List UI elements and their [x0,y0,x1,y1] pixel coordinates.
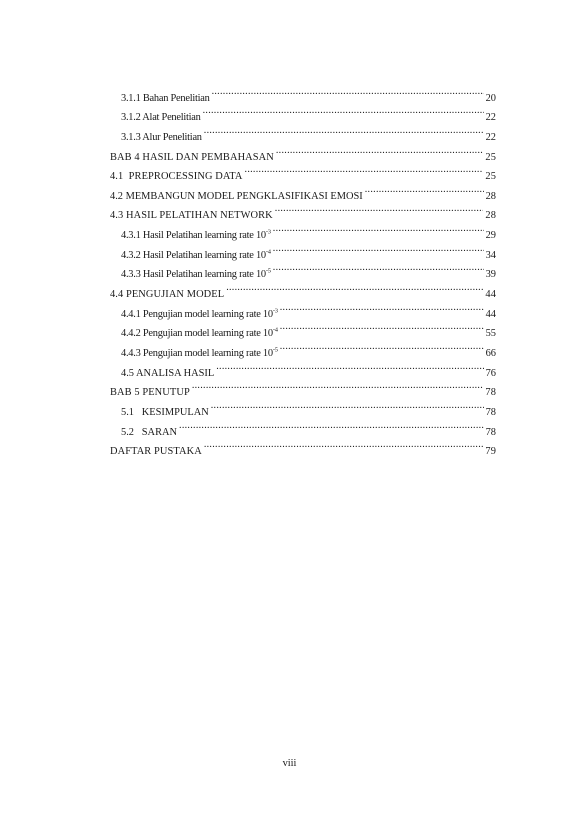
dot-leader [179,415,484,435]
toc-page-number: 44 [485,289,496,301]
toc-page-number: 34 [485,249,496,261]
dot-leader [280,297,484,317]
toc-entry-label: 4.4 PENGUJIAN MODEL [110,289,225,301]
table-of-contents [110,81,496,458]
dot-leader [216,356,483,376]
toc-entry-label: 3.1.3 Alur Penelitian [121,131,202,143]
toc-entry-label: BAB 4 HASIL DAN PEMBAHASAN [110,151,274,163]
toc-page-number: 29 [485,230,496,242]
dot-leader [273,258,484,278]
toc-entry-label: 5.2 SARAN [121,426,178,438]
toc-entry-label: 4.3.1 Hasil Pelatihan learning rate $10^{-3}$ [121,228,271,242]
dot-leader [245,160,484,180]
toc-page-number: 78 [485,387,496,399]
toc-page-number: 76 [485,367,496,379]
toc-entry-label: 4.4.2 Pengujian model learning rate $10^{-4}$ [121,326,278,340]
toc-page-number: 22 [485,112,496,124]
toc-page-number: 28 [485,210,496,222]
dot-leader [204,120,484,140]
toc-entry-label: 4.1 PREPROCESSING DATA [110,171,243,183]
dot-leader [280,336,484,356]
toc-entry-label: DAFTAR PUSTAKA [110,446,202,458]
toc-entry-label: 4.3 HASIL PELATIHAN NETWORK [110,210,273,222]
toc-page-number: 55 [485,328,496,340]
dot-leader [204,435,484,455]
dot-leader [226,277,483,297]
toc-entry-label: 5.1 KESIMPULAN [121,406,209,418]
toc-entry-label: 4.2 MEMBANGUN MODEL PENGKLASIFIKASI EMOSI [110,190,363,202]
dot-leader [275,199,484,219]
toc-entry-3-1-1[interactable] [110,81,496,104]
toc-entry-label: 4.3.2 Hasil Pelatihan learning rate $10^{-4}$ [121,248,271,261]
toc-page-number: 44 [485,308,496,320]
toc-page-number: 28 [485,190,496,202]
toc-page-number: 79 [485,446,496,458]
dot-leader [280,317,484,337]
toc-page-number: 25 [485,171,496,183]
dot-leader [365,179,484,199]
toc-page-number: 39 [485,269,496,281]
toc-page-number: 25 [485,151,496,163]
toc-page-number: 78 [485,406,496,418]
dot-leader [211,395,484,415]
toc-entry-label: 3.1.2 Alat Penelitian [121,112,201,124]
dot-leader [192,376,484,396]
dot-leader [212,81,484,101]
toc-entry-label: 4.4.3 Pengujian model learning rate $10^{-5}$ [121,346,278,359]
toc-entry-label: BAB 5 PENUTUP [110,387,190,399]
toc-entry-label: 4.4.1 Pengujian model learning rate $10^{-3}$ [121,307,278,320]
page-number: viii [282,758,297,769]
toc-page-number: 78 [485,426,496,438]
toc-entry-label: 4.5 ANALISA HASIL [121,367,215,379]
toc-entry-label: 3.1.1 Bahan Penelitian [121,92,210,104]
dot-leader [276,140,484,160]
dot-leader [273,218,484,238]
toc-page-number: 66 [485,347,496,359]
dot-leader [273,238,484,258]
toc-page-number: 20 [485,92,496,104]
dot-leader [203,101,484,121]
toc-entry-label: 4.3.3 Hasil Pelatihan learning rate $10^{-5}$ [121,267,271,281]
toc-page-number: 22 [485,131,496,143]
